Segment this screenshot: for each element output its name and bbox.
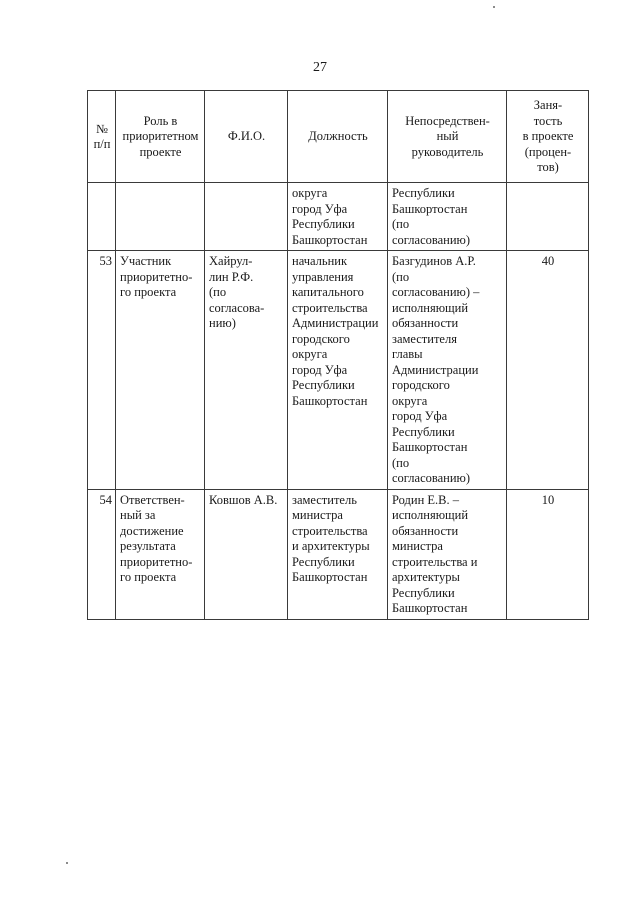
table-header-row <box>88 91 589 183</box>
cell-supervisor <box>388 183 507 251</box>
cell-name <box>205 489 288 619</box>
cell-name <box>205 183 288 251</box>
header-name-label: Ф.И.О. <box>227 129 266 144</box>
cell-name <box>205 251 288 490</box>
table-row <box>88 183 589 251</box>
header-name <box>205 91 288 183</box>
cell-role <box>116 489 205 619</box>
header-position <box>288 91 388 183</box>
page-number: 27 <box>313 60 327 75</box>
scan-speck <box>66 862 68 864</box>
cell-position-text: начальник управления капитального строительства Администрации городского округа город Уфа Республики Башкортостан <box>292 254 379 408</box>
cell-number-text: 54 <box>99 492 112 507</box>
cell-supervisor-text: Родин Е.В. – исполняющий обязанности министра строительства и архитектуры Республики Башкортостан <box>392 492 478 615</box>
header-share <box>507 91 589 183</box>
cell-share <box>507 251 589 490</box>
cell-supervisor <box>388 489 507 619</box>
cell-supervisor <box>388 251 507 490</box>
cell-role <box>116 183 205 251</box>
cell-role-text: Ответствен- ный за достижение результата приоритетно- го проекта <box>120 492 193 584</box>
cell-name-text: Хайрул- лин Р.Ф. (по согласова- нию) <box>209 254 265 330</box>
cell-position <box>288 251 388 490</box>
table-row <box>88 251 589 490</box>
header-share-label: Заня- тость в проекте (процен- тов) <box>522 98 574 175</box>
header-supervisor-label: Непосредствен- ный руководитель <box>405 113 490 159</box>
header-supervisor <box>388 91 507 183</box>
cell-role-text: Участник приоритетно- го проекта <box>120 254 193 299</box>
cell-position-text: заместитель министра строительства и архитектуры Республики Башкортостан <box>292 492 370 584</box>
header-position-label: Должность <box>308 129 368 144</box>
header-number-label: № п/п <box>93 121 111 151</box>
cell-number <box>88 183 116 251</box>
project-roster-table <box>87 90 589 620</box>
cell-number <box>88 251 116 490</box>
cell-role <box>116 251 205 490</box>
cell-position-text: округа город Уфа Республики Башкортостан <box>292 186 368 247</box>
cell-name-text: Ковшов А.В. <box>209 492 278 507</box>
cell-position <box>288 489 388 619</box>
cell-share <box>507 183 589 251</box>
header-role <box>116 91 205 183</box>
cell-share <box>507 489 589 619</box>
cell-number <box>88 489 116 619</box>
cell-supervisor-text: Республики Башкортостан (по согласованию) <box>392 186 471 247</box>
header-role-label: Роль в приоритетном проекте <box>122 113 199 159</box>
cell-share-text: 40 <box>541 254 555 268</box>
header-number <box>88 91 116 183</box>
cell-number-text: 53 <box>99 254 112 268</box>
table-row <box>88 489 589 619</box>
cell-share-text: 10 <box>541 492 555 507</box>
cell-supervisor-text: Базгудинов А.Р. (по согласованию) – исполняющий обязанности заместителя главы Администрации городского округа город Уфа Республики Башкортостан (по согласованию) <box>392 254 480 485</box>
cell-position <box>288 183 388 251</box>
scan-speck <box>493 6 495 8</box>
